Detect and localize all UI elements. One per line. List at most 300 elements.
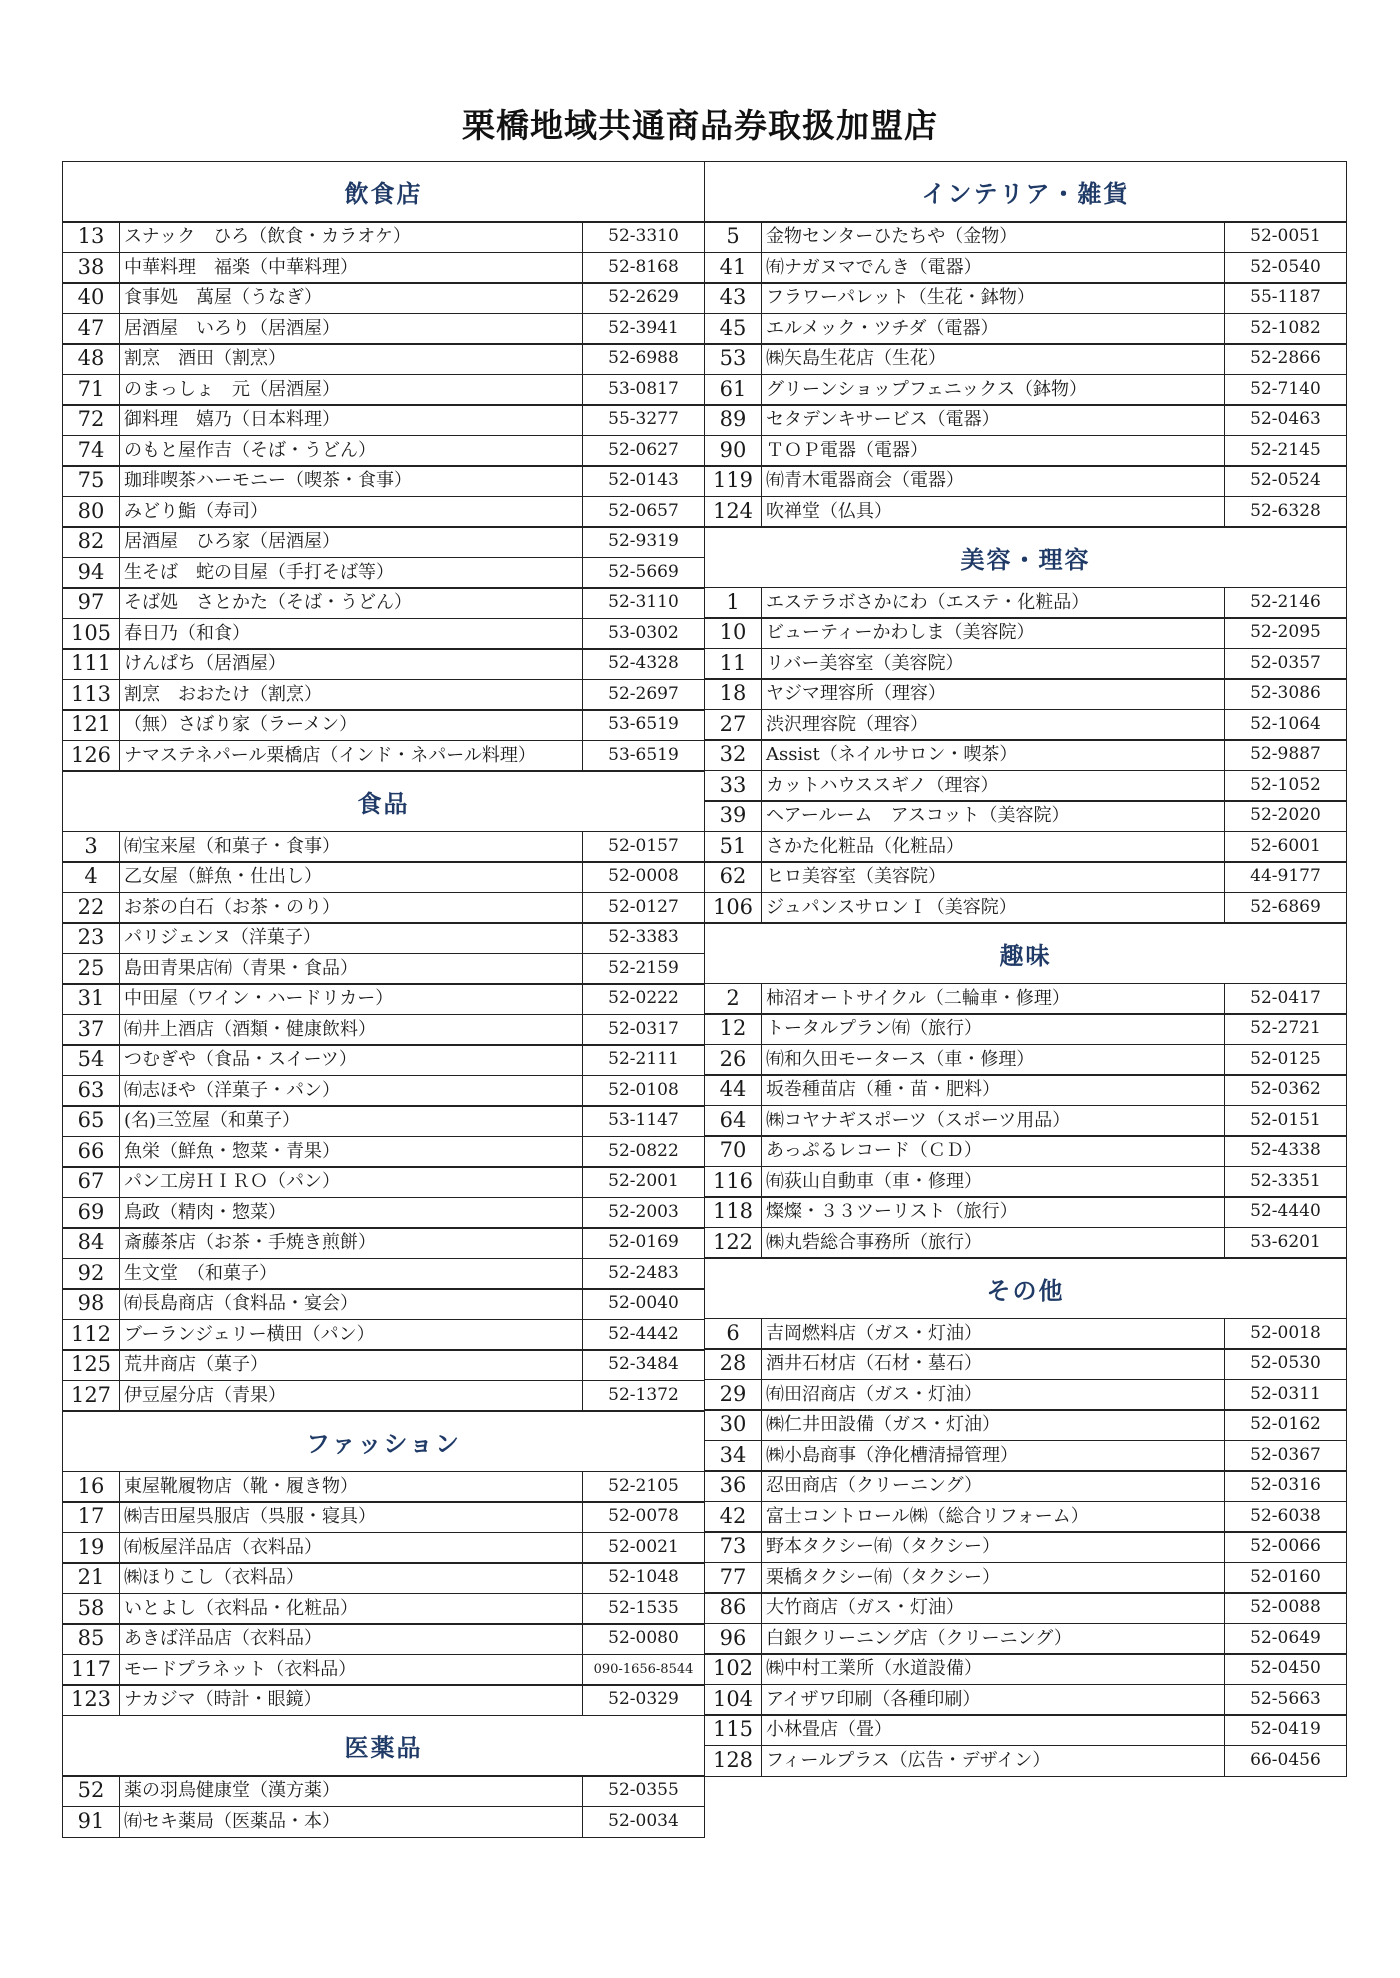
table-row: [704, 1440, 1347, 1472]
shop-name: 居酒屋 いろり（居酒屋）: [124, 317, 340, 339]
shop-number: 37: [63, 1015, 120, 1045]
phone-number: 52-1064: [1224, 710, 1346, 740]
shop-name: そば処 さとかた（そば・うどん）: [124, 592, 412, 613]
shop-number: 62: [705, 862, 762, 892]
shop-name: 生文堂 （和菓子）: [124, 1262, 277, 1284]
phone-number: 52-6038: [1224, 1502, 1346, 1532]
phone-number: 52-0450: [1224, 1654, 1346, 1684]
table-row: [62, 526, 705, 558]
shop-name: セタデンキサービス（電器）: [766, 409, 1000, 430]
shop-number: 127: [63, 1381, 120, 1411]
shop-name: 小林畳店（畳）: [766, 1719, 892, 1740]
phone-number: 55-1187: [1224, 283, 1346, 313]
phone-number: 52-3310: [582, 222, 704, 252]
shop-number: 98: [63, 1289, 120, 1319]
shop-name: ㈱吉田屋呉服店（呉服・寝具）: [124, 1506, 376, 1527]
shop-number: 121: [63, 710, 120, 740]
phone-number: 52-9319: [582, 527, 704, 557]
shop-name: ㈱中村工業所（水道設備）: [766, 1658, 982, 1679]
phone-number: 52-2020: [1224, 801, 1346, 831]
shop-name: ジュパンスサロンＩ（美容院）: [766, 896, 1017, 918]
table-row: [62, 1593, 705, 1625]
table-row: [704, 1135, 1347, 1167]
phone-number: 52-0034: [582, 1807, 704, 1837]
table-row: [62, 983, 705, 1015]
phone-number: 52-0417: [1224, 984, 1346, 1014]
phone-number: 52-0367: [1224, 1441, 1346, 1471]
table-row: [704, 861, 1347, 893]
category-header: 食品: [62, 770, 705, 832]
shop-name: あっぷるレコード（ＣＤ）: [766, 1140, 982, 1161]
shop-number: 122: [705, 1228, 762, 1258]
table-row: [62, 221, 705, 253]
shop-number: 36: [705, 1471, 762, 1501]
shop-name: 伊豆屋分店（青果）: [124, 1384, 286, 1406]
table-row: [62, 1075, 705, 1107]
shop-number: 61: [705, 375, 762, 405]
shop-name: 居酒屋 ひろ家（居酒屋）: [124, 531, 340, 552]
phone-number: 52-9887: [1224, 740, 1346, 770]
table-row: [704, 1409, 1347, 1441]
shop-number: 48: [63, 344, 120, 374]
shop-name: ㈲青木電器商会（電器）: [766, 470, 964, 491]
table-row: [62, 1227, 705, 1259]
shop-name: 中田屋（ワイン・ハードリカー）: [124, 988, 394, 1009]
category-header: 美容・理容: [704, 526, 1347, 588]
phone-number: 52-0649: [1224, 1624, 1346, 1654]
shop-name: ヘアールーム アスコット（美容院）: [766, 805, 1070, 826]
phone-number: 52-1372: [582, 1381, 704, 1411]
shop-number: 52: [63, 1776, 120, 1806]
shop-name: のもと屋作吉（そば・うどん）: [124, 439, 376, 461]
shop-number: 13: [63, 222, 120, 252]
shop-number: 73: [705, 1532, 762, 1562]
table-row: [62, 709, 705, 741]
shop-number: 85: [63, 1624, 120, 1654]
phone-number: 52-4440: [1224, 1197, 1346, 1227]
phone-number: 52-0157: [582, 832, 704, 862]
phone-number: 52-3383: [582, 923, 704, 953]
shop-name: パリジェンヌ（洋菓子）: [124, 927, 321, 948]
category-header: その他: [704, 1257, 1347, 1319]
page-title: 栗橋地域共通商品券取扱加盟店: [462, 106, 938, 145]
phone-number: 52-2145: [1224, 436, 1346, 466]
shop-name: 柿沼オートサイクル（二輪車・修理）: [766, 987, 1070, 1009]
shop-number: 47: [63, 314, 120, 344]
shop-number: 53: [705, 344, 762, 374]
table-row: [704, 1379, 1347, 1411]
category-header: ファッション: [62, 1410, 705, 1472]
shop-number: 10: [705, 618, 762, 648]
table-row: [704, 1684, 1347, 1716]
table-row: [62, 587, 705, 619]
shop-name: ㈱小島商事（浄化槽清掃管理）: [766, 1444, 1018, 1466]
table-row: [704, 1745, 1347, 1777]
shop-name: さかた化粧品（化粧品）: [766, 835, 964, 857]
shop-name: 坂巻種苗店（種・苗・肥料）: [766, 1079, 1000, 1100]
shop-name: 島田青果店㈲（青果・食品）: [124, 957, 358, 979]
table-row: [704, 496, 1347, 528]
shop-number: 126: [63, 741, 120, 771]
shop-number: 92: [63, 1259, 120, 1289]
shop-name: パン工房ＨＩＲＯ（パン）: [124, 1171, 340, 1192]
phone-number: 52-3351: [1224, 1167, 1346, 1197]
shop-number: 51: [705, 832, 762, 862]
table-row: [704, 678, 1347, 710]
table-row: [62, 1471, 705, 1503]
phone-number: 55-3277: [582, 405, 704, 435]
table-row: [62, 1380, 705, 1412]
phone-number: 52-6869: [1224, 893, 1346, 923]
shop-name: 酒井石材店（石材・墓石）: [766, 1353, 982, 1374]
table-row: [62, 1105, 705, 1137]
shop-number: 96: [705, 1624, 762, 1654]
table-row: [704, 1501, 1347, 1533]
table-row: [704, 1531, 1347, 1563]
phone-number: 52-1082: [1224, 314, 1346, 344]
table-row: [704, 1074, 1347, 1106]
table-row: [704, 1318, 1347, 1350]
table-row: [704, 770, 1347, 802]
phone-number: 52-3110: [582, 588, 704, 618]
shop-number: 128: [705, 1746, 762, 1776]
shop-name: リバー美容室（美容院）: [766, 652, 964, 674]
table-row: [62, 496, 705, 528]
phone-number: 52-0311: [1224, 1380, 1346, 1410]
table-row: [704, 1166, 1347, 1198]
shop-name: ㈲和久田モータース（車・修理）: [766, 1048, 1035, 1070]
shop-name: 薬の羽鳥健康堂（漢方薬）: [124, 1780, 340, 1801]
table-row: [704, 1470, 1347, 1502]
shop-name: 鳥政（精肉・惣菜）: [124, 1201, 286, 1223]
phone-number: 52-0078: [582, 1502, 704, 1532]
table-row: [704, 1592, 1347, 1624]
shop-number: 112: [63, 1320, 120, 1350]
table-row: [704, 587, 1347, 619]
table-row: [704, 1348, 1347, 1380]
phone-number: 52-5669: [582, 558, 704, 588]
shop-name: 割烹 酒田（割烹）: [124, 348, 286, 369]
table-row: [704, 221, 1347, 253]
shop-number: 82: [63, 527, 120, 557]
shop-name: ㈲田沼商店（ガス・灯油）: [766, 1383, 982, 1405]
shop-name: 富士コントロール㈱（総合リフォーム）: [766, 1505, 1089, 1527]
shop-number: 84: [63, 1228, 120, 1258]
shop-number: 11: [705, 649, 762, 679]
shop-name: 大竹商店（ガス・灯油）: [766, 1597, 964, 1618]
shop-number: 44: [705, 1075, 762, 1105]
table-row: [704, 404, 1347, 436]
shop-number: 118: [705, 1197, 762, 1227]
shop-name: ㈱仁井田設備（ガス・灯油）: [766, 1414, 1000, 1435]
phone-number: 52-1535: [582, 1594, 704, 1624]
shop-name: フィールプラス（広告・デザイン）: [766, 1749, 1051, 1771]
table-row: [62, 1806, 705, 1838]
phone-number: 52-0051: [1224, 222, 1346, 252]
shop-number: 18: [705, 679, 762, 709]
shop-number: 63: [63, 1076, 120, 1106]
phone-number: 53-6519: [582, 741, 704, 771]
phone-number: 44-9177: [1224, 862, 1346, 892]
phone-number: 52-5663: [1224, 1685, 1346, 1715]
table-row: [62, 1319, 705, 1351]
shop-name: カットハウススギノ（理容）: [766, 774, 999, 796]
table-row: [704, 1562, 1347, 1594]
phone-number: 090-1656-8544: [582, 1655, 704, 1685]
phone-number: 52-6328: [1224, 497, 1346, 527]
shop-number: 113: [63, 680, 120, 710]
shop-name: ㈱コヤナギスポーツ（スポーツ用品）: [766, 1109, 1071, 1131]
shop-number: 119: [705, 466, 762, 496]
table-row: [62, 1258, 705, 1290]
phone-number: 52-0125: [1224, 1045, 1346, 1075]
phone-number: 52-0169: [582, 1228, 704, 1258]
shop-number: 19: [63, 1533, 120, 1563]
shop-name: つむぎや（食品・スイーツ）: [124, 1049, 357, 1070]
shop-name: ㈱丸砦総合事務所（旅行）: [766, 1231, 982, 1253]
shop-number: 115: [705, 1715, 762, 1745]
phone-number: 52-2483: [582, 1259, 704, 1289]
table-row: [62, 252, 705, 284]
shop-name: 春日乃（和食）: [124, 622, 250, 644]
phone-number: 52-2001: [582, 1167, 704, 1197]
shop-name: 荒井商店（菓子）: [124, 1354, 268, 1375]
shop-name: ㈲ナガヌマでんき（電器）: [766, 256, 982, 278]
shop-number: 22: [63, 893, 120, 923]
shop-number: 16: [63, 1472, 120, 1502]
phone-number: 52-0162: [1224, 1410, 1346, 1440]
shop-name: ㈲志ほや（洋菓子・パン）: [124, 1079, 340, 1101]
table-row: [62, 831, 705, 863]
phone-number: 52-0040: [582, 1289, 704, 1319]
shop-name: ビューティーかわしま（美容院）: [766, 622, 1035, 643]
shop-name: トータルプラン㈲（旅行）: [766, 1018, 982, 1039]
left-column: [62, 162, 705, 1838]
phone-number: 52-2003: [582, 1198, 704, 1228]
table-row: [704, 648, 1347, 680]
phone-number: 52-2159: [582, 954, 704, 984]
table-row: [62, 1532, 705, 1564]
phone-number: 52-2095: [1224, 618, 1346, 648]
phone-number: 52-2697: [582, 680, 704, 710]
phone-number: 52-2111: [582, 1045, 704, 1075]
table-row: [62, 1775, 705, 1807]
table-row: [704, 1105, 1347, 1137]
shop-name: グリーンショップフェニックス（鉢物）: [766, 378, 1088, 400]
shop-number: 28: [705, 1349, 762, 1379]
shop-number: 5: [705, 222, 762, 252]
table-row: [62, 1501, 705, 1533]
table-row: [62, 1166, 705, 1198]
phone-number: 52-0088: [1224, 1593, 1346, 1623]
shop-number: 86: [705, 1593, 762, 1623]
table-row: [704, 831, 1347, 863]
shop-number: 67: [63, 1167, 120, 1197]
phone-number: 52-0524: [1224, 466, 1346, 496]
shop-name: あきば洋品店（衣料品）: [124, 1628, 322, 1649]
phone-number: 52-2866: [1224, 344, 1346, 374]
shop-name: ㈲板屋洋品店（衣料品）: [124, 1536, 322, 1558]
table-row: [704, 617, 1347, 649]
shop-name: ㈲セキ薬局（医薬品・本）: [124, 1810, 340, 1832]
table-row: [62, 740, 705, 772]
phone-number: 52-0357: [1224, 649, 1346, 679]
phone-number: 52-6988: [582, 344, 704, 374]
shop-number: 104: [705, 1685, 762, 1715]
phone-number: 52-0108: [582, 1076, 704, 1106]
shop-number: 40: [63, 283, 120, 313]
shop-name: モードプラネット（衣料品）: [124, 1658, 357, 1680]
phone-number: 52-0822: [582, 1137, 704, 1167]
shop-number: 31: [63, 984, 120, 1014]
shop-number: 12: [705, 1014, 762, 1044]
shop-name: エステラボさかにわ（エステ・化粧品）: [766, 591, 1090, 613]
phone-number: 52-2721: [1224, 1014, 1346, 1044]
shop-number: 70: [705, 1136, 762, 1166]
table-row: [704, 1653, 1347, 1685]
shop-name: みどり鮨（寿司）: [124, 500, 268, 522]
table-row: [62, 1014, 705, 1046]
table-row: [704, 709, 1347, 741]
shop-number: 3: [63, 832, 120, 862]
shop-number: 38: [63, 253, 120, 283]
table-row: [704, 282, 1347, 314]
shop-number: 30: [705, 1410, 762, 1440]
table-row: [62, 1623, 705, 1655]
phone-number: 52-0018: [1224, 1319, 1346, 1349]
shop-name: 吉岡燃料店（ガス・灯油）: [766, 1322, 982, 1344]
shop-name: 金物センターひたちや（金物）: [766, 226, 1018, 247]
shop-number: 75: [63, 466, 120, 496]
shop-name: Assist（ネイルサロン・喫茶）: [766, 744, 1018, 765]
shop-number: 33: [705, 771, 762, 801]
shop-number: 64: [705, 1106, 762, 1136]
table-row: [62, 1044, 705, 1076]
shop-name: 割烹 おおたけ（割烹）: [124, 683, 322, 705]
table-row: [62, 1654, 705, 1686]
shop-number: 72: [63, 405, 120, 435]
shop-name: 野本タクシー㈲（タクシー）: [766, 1536, 1000, 1557]
phone-number: 52-0627: [582, 436, 704, 466]
shop-name: ㈲荻山自動車（車・修理）: [766, 1170, 982, 1192]
shop-number: 77: [705, 1563, 762, 1593]
phone-number: 53-6201: [1224, 1228, 1346, 1258]
shop-name: ＴＯＰ電器（電器）: [766, 439, 928, 461]
shop-number: 6: [705, 1319, 762, 1349]
phone-number: 52-0021: [582, 1533, 704, 1563]
shop-name: スナック ひろ（飲食・カラオケ）: [124, 226, 411, 247]
table-row: [62, 313, 705, 345]
category-header: 医薬品: [62, 1715, 705, 1777]
phone-number: 66-0456: [1224, 1746, 1346, 1776]
phone-number: 52-0160: [1224, 1563, 1346, 1593]
shop-name: ㈱ほりこし（衣料品）: [124, 1567, 304, 1588]
table-row: [62, 1562, 705, 1594]
table-row: [62, 892, 705, 924]
shop-number: 116: [705, 1167, 762, 1197]
phone-number: 52-8168: [582, 253, 704, 283]
shop-number: 1: [705, 588, 762, 618]
table-row: [704, 1013, 1347, 1045]
shop-name: 白銀クリーニング店（クリーニング）: [766, 1627, 1072, 1649]
phone-number: 52-0151: [1224, 1106, 1346, 1136]
shop-name: のまっしょ 元（居酒屋）: [124, 378, 340, 400]
phone-number: 52-7140: [1224, 375, 1346, 405]
table-row: [62, 648, 705, 680]
phone-number: 53-1147: [582, 1106, 704, 1136]
shop-name: アイザワ印刷（各種印刷）: [766, 1688, 981, 1710]
shop-number: 25: [63, 954, 120, 984]
shop-name: 御料理 嬉乃（日本料理）: [124, 409, 340, 430]
phone-number: 52-6001: [1224, 832, 1346, 862]
phone-number: 52-1052: [1224, 771, 1346, 801]
table-row: [704, 1714, 1347, 1746]
shop-name: ヒロ美容室（美容院）: [766, 866, 946, 887]
shop-number: 124: [705, 497, 762, 527]
category-header: インテリア・雑貨: [704, 161, 1347, 223]
shop-number: 45: [705, 314, 762, 344]
phone-number: 52-4328: [582, 649, 704, 679]
shop-name: いとよし（衣料品・化粧品）: [124, 1597, 358, 1619]
shop-number: 66: [63, 1137, 120, 1167]
phone-number: 52-4338: [1224, 1136, 1346, 1166]
phone-number: 52-0066: [1224, 1532, 1346, 1562]
table-row: [62, 1349, 705, 1381]
table-row: [704, 252, 1347, 284]
shop-number: 97: [63, 588, 120, 618]
shop-number: 26: [705, 1045, 762, 1075]
shop-number: 69: [63, 1198, 120, 1228]
table-row: [62, 343, 705, 375]
shop-number: 102: [705, 1654, 762, 1684]
phone-number: 53-0302: [582, 619, 704, 649]
phone-number: 52-0127: [582, 893, 704, 923]
shop-number: 74: [63, 436, 120, 466]
category-header: 趣味: [704, 922, 1347, 984]
table-row: [62, 1288, 705, 1320]
phone-number: 52-0657: [582, 497, 704, 527]
shop-name: 食事処 萬屋（うなぎ）: [124, 287, 322, 308]
table-row: [62, 922, 705, 954]
table-row: [62, 1684, 705, 1716]
shop-name: 忍田商店（クリーニング）: [766, 1475, 983, 1496]
table-row: [704, 313, 1347, 345]
table-row: [704, 465, 1347, 497]
shop-number: 32: [705, 740, 762, 770]
shop-number: 27: [705, 710, 762, 740]
shop-name: 中華料理 福楽（中華料理）: [124, 256, 358, 278]
table-row: [62, 465, 705, 497]
phone-number: 52-0463: [1224, 405, 1346, 435]
shop-name: ㈲長島商店（食料品・宴会）: [124, 1293, 358, 1314]
table-row: [704, 1227, 1347, 1259]
phone-number: 52-0329: [582, 1685, 704, 1715]
shop-name: けんぱち（居酒屋）: [124, 653, 286, 674]
shop-number: 17: [63, 1502, 120, 1532]
shop-name: ヤジマ理容所（理容）: [766, 683, 946, 704]
shop-name: ㈲井上酒店（酒類・健康飲料）: [124, 1018, 376, 1040]
phone-number: 52-0317: [582, 1015, 704, 1045]
shop-number: 111: [63, 649, 120, 679]
shop-number: 42: [705, 1502, 762, 1532]
table-row: [704, 343, 1347, 375]
table-row: [704, 1623, 1347, 1655]
category-header: 飲食店: [62, 161, 705, 223]
table-row: [62, 1197, 705, 1229]
shop-name: 東屋靴履物店（靴・履き物）: [124, 1475, 358, 1497]
shop-name: 乙女屋（鮮魚・仕出し）: [124, 866, 322, 887]
shop-number: 4: [63, 862, 120, 892]
